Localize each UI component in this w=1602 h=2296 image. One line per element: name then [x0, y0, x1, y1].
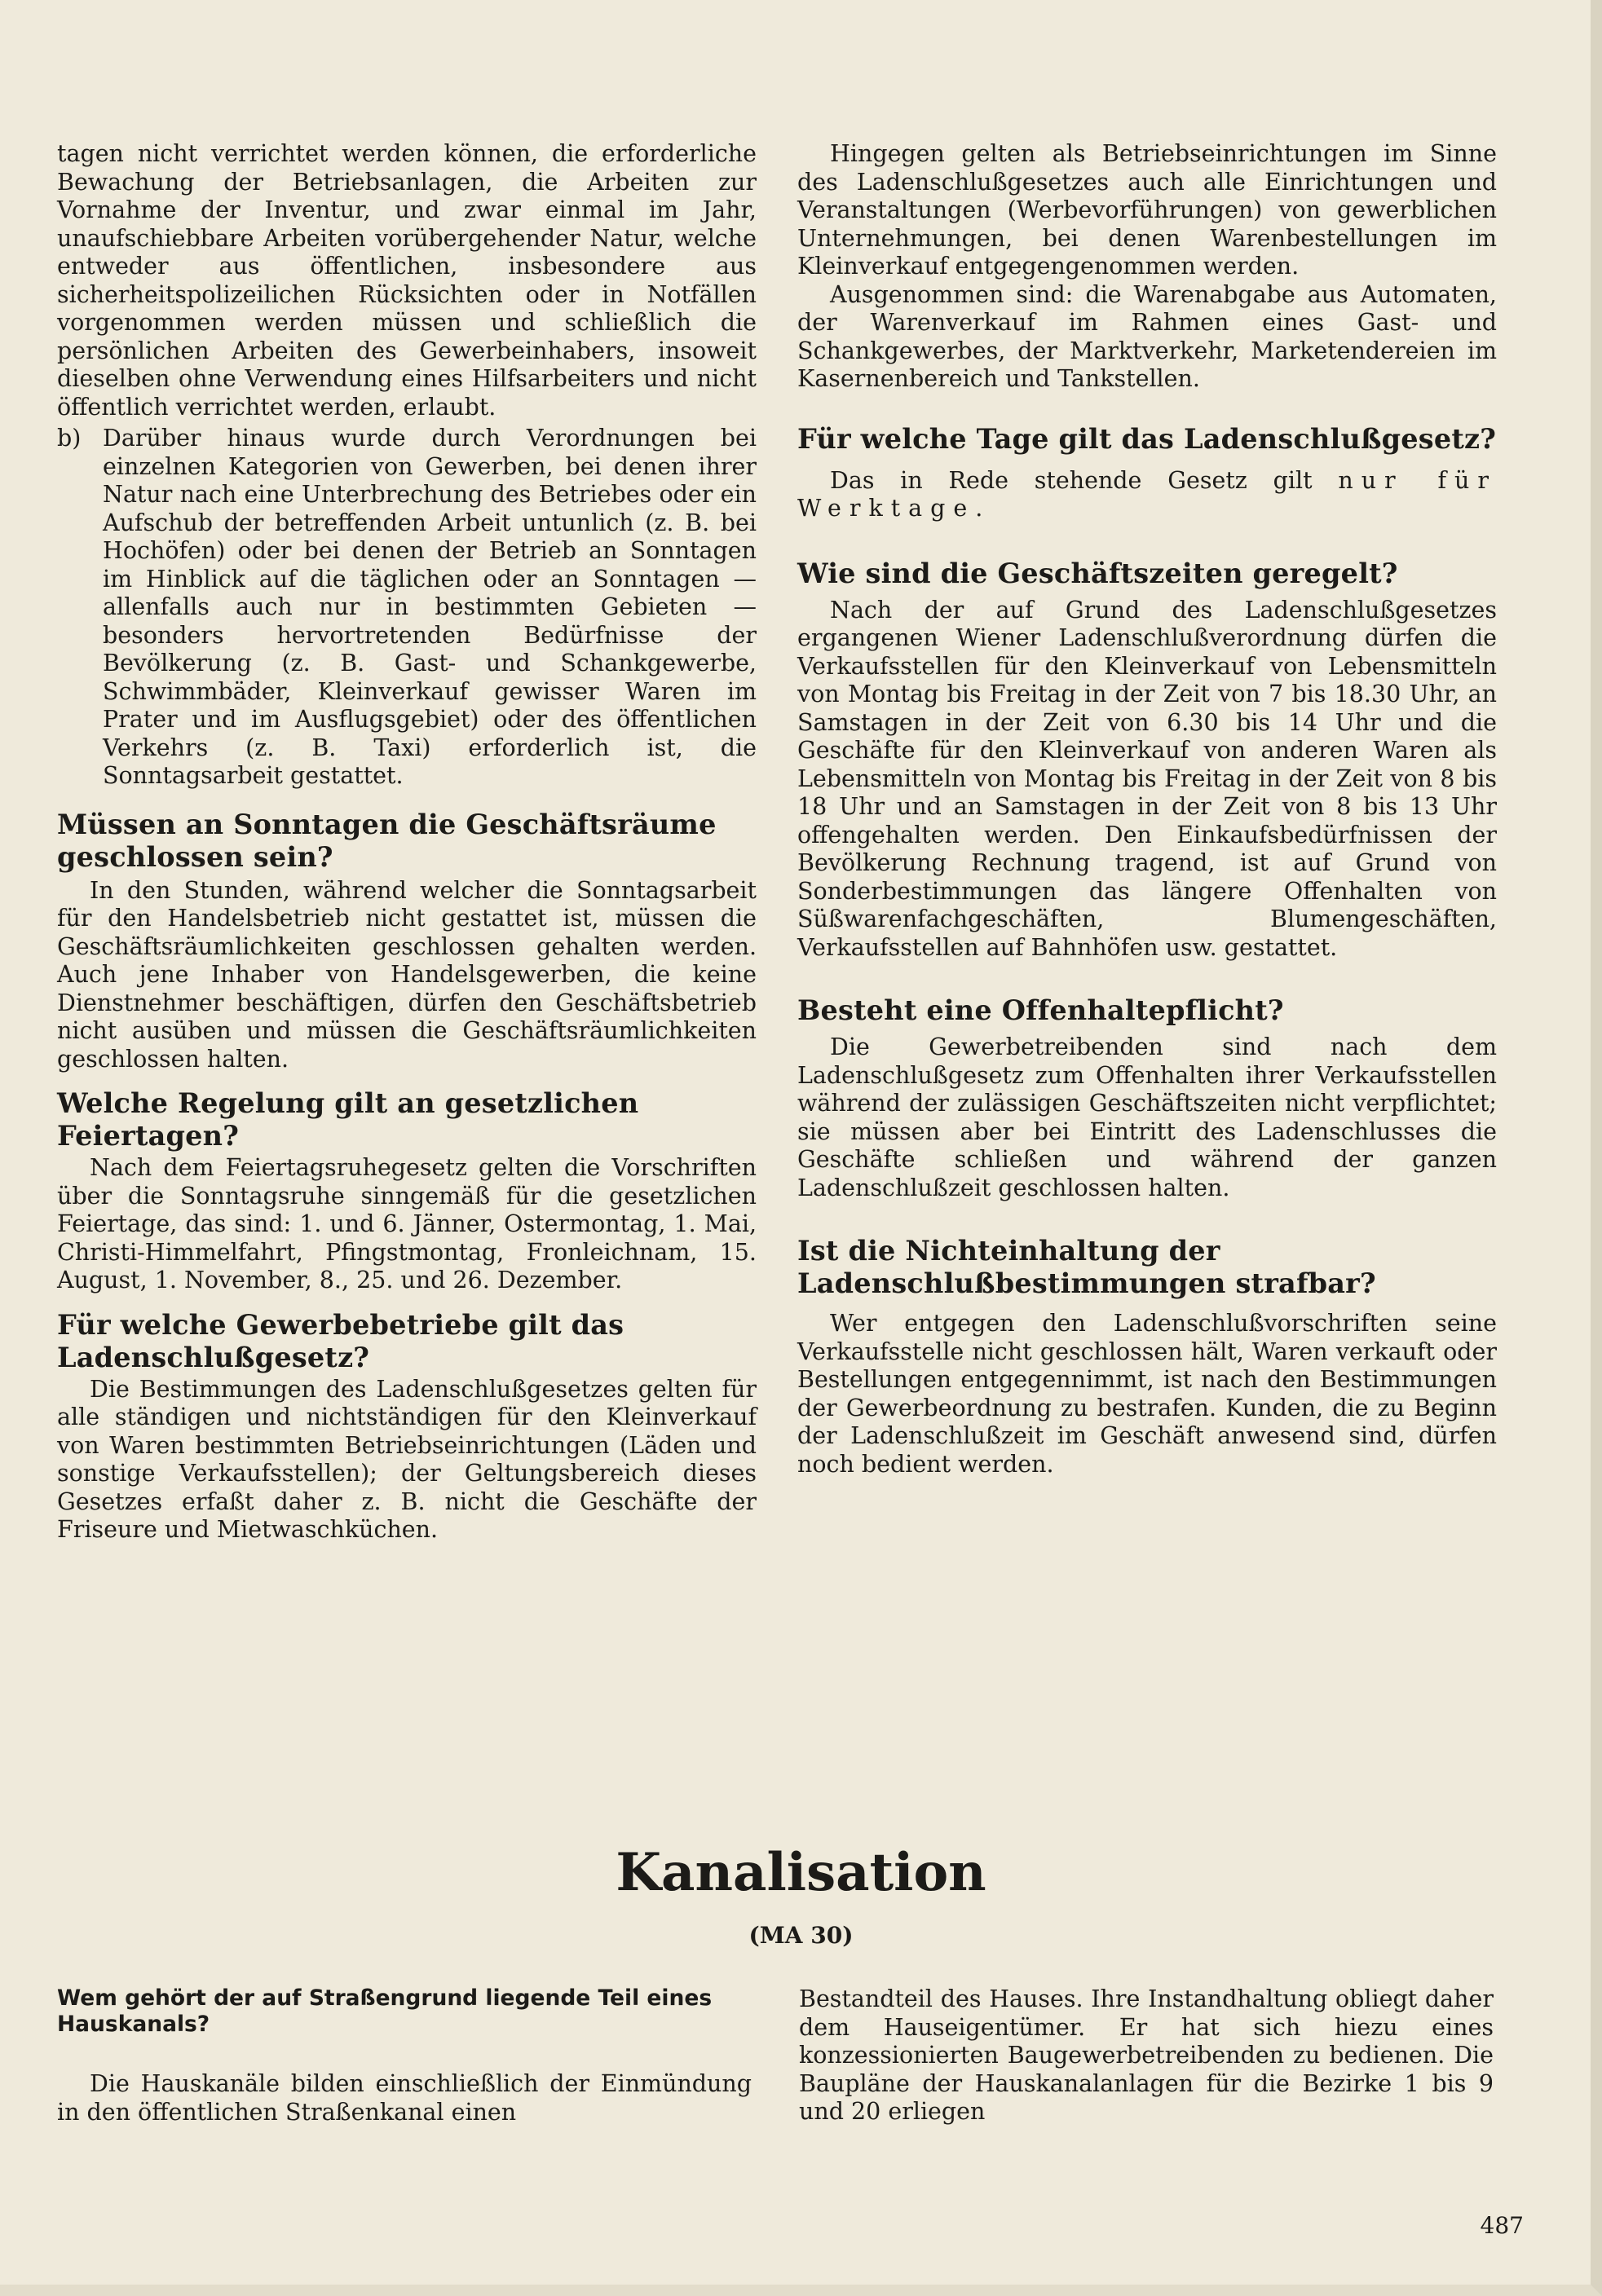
section-body-feiertage: Nach dem Feiertagsruhegesetz gelten die Vorschriften über die Sonntagsruhe sinngemäß für die gesetzlichen Feiertage, das sind: 1. und 6. Jänner, Ostermontag, 1. Mai, Christi-Himmelfahrt, Pfingstmontag, Fronleichnam, 15. August, 1. November, 8., 25. und 26. Dezember.: [57, 1154, 757, 1293]
list-item-label: b): [57, 425, 82, 452]
section-heading-gewerbebetriebe: Für welche Gewerbebetriebe gilt das Ladenschlußgesetz?: [57, 1308, 624, 1373]
kanalisation-subtitle: (MA 30): [748, 1922, 854, 1949]
section-body-geschaeftszeiten: Nach der auf Grund des Ladenschlußgesetzes ergangenen Wiener Ladenschlußverordnung dürfen die Verkaufsstellen für den Kleinverkauf von Lebensmitteln von Montag bis Freitag in der Zeit von 7 bis 18.30 Uhr, an Samstagen in der Zeit von 6.30 bis 14 Uhr und die Geschäfte für den Kleinverkauf von anderen Waren als Lebensmitteln von Montag bis Freitag in der Zeit von 8 bis 18 Uhr und an Samstagen in der Zeit von 8 bis 13 Uhr offengehalten werden. Den Einkaufsbedürfnissen der Bevölkerung Rechnung tragend, ist auf Grund von Sonderbestimmungen das längere Offenhalten von Süßwarenfachgeschäften, Blumengeschäften, Verkaufsstellen auf Bahnhöfen usw. gestattet.: [797, 596, 1497, 961]
section-body-sonntage: In den Stunden, während welcher die Sonntagsarbeit für den Handelsbetrieb nicht gestattet ist, müssen die Geschäftsräumlichkeiten geschlossen gehalten werden. Auch jene Inhaber von Handelsgewerben, die keine Dienstnehmer beschäftigen, dürfen den Geschäftsbetrieb nicht ausüben und müssen die Geschäftsräumlichkeiten geschlossen halten.: [57, 876, 757, 1073]
section-body-gewerbebetriebe: Die Bestimmungen des Ladenschlußgesetzes gelten für alle ständigen und nichtständigen für den Kleinverkauf von Waren bestimmten Betriebseinrichtungen (Läden und sonstige Verkaufsstellen); der Geltungsbereich dieses Gesetzes erfaßt daher z. B. nicht die Geschäfte der Friseure und Mietwaschküchen.: [57, 1375, 757, 1543]
continuation-paragraph: tagen nicht verrichtet werden können, die erforderliche Bewachung der Betriebsanlagen, die Arbeiten zur Vornahme der Inventur, und zwar einmal im Jahr, unaufschiebbare Arbeiten vorübergehender Natur, welche entweder aus öffentlichen, insbesondere aus sicherheitspolizeilichen Rücksichten oder in Notfällen vorgenommen werden müssen und schließlich die persönlichen Arbeiten des Gewerbeinhabers, insoweit dieselben ohne Verwendung eines Hilfsarbeiters und nicht öffentlich verrichtet werden, erlaubt.: [57, 140, 757, 421]
tage-body-prefix: Das in Rede stehende Gesetz gilt: [830, 466, 1313, 494]
section-body-strafbar: Wer entgegen den Ladenschlußvorschriften seine Verkaufsstelle nicht geschlossen hält, Waren verkauft oder Bestellungen entgegennimmt, ist nach den Bestimmungen der Gewerbeordnung zu bestrafen. Kunden, die zu Beginn der Ladenschlußzeit im Geschäft anwesend sind, dürfen noch bedient werden.: [797, 1310, 1497, 1478]
intro-paragraph-1: Hingegen gelten als Betriebseinrichtungen im Sinne des Ladenschlußgesetzes auch alle Einrichtungen und Veranstaltungen (Werbevorführungen) von gewerblichen Unternehmungen, bei denen Warenbestellungen im Kleinverkauf entgegengenommen werden.: [797, 140, 1497, 280]
kanalisation-title: Kanalisation: [616, 1842, 986, 1903]
section-heading-strafbar: Ist die Nichteinhaltung der Ladenschlußbestimmungen strafbar?: [797, 1235, 1376, 1299]
left-column: [57, 140, 757, 1545]
section-heading-offenhaltepflicht: Besteht eine Offenhaltepflicht?: [797, 994, 1284, 1026]
kanalisation-left-column: [57, 1985, 752, 2126]
section-heading-tage: Für welche Tage gilt das Ladenschlußgesetz?: [797, 422, 1497, 455]
kanalisation-right-body: Bestandteil des Hauses. Ihre Instandhaltung obliegt daher dem Hauseigentümer. Er hat sich hiezu eines konzessionierten Baugewerbetreibenden zu bedienen. Die Baupläne der Hauskanalanlagen für die Bezirke 1 bis 9 und 20 erliegen: [799, 1985, 1494, 2125]
section-body-tage: [797, 467, 1497, 523]
list-item-text: Darüber hinaus wurde durch Verordnungen bei einzelnen Kategorien von Gewerben, bei denen ihrer Natur nach eine Unterbrechung des Betriebes oder ein Aufschub der betreffenden Arbeit untunlich (z. B. bei Hochöfen) oder bei denen der Betrieb an Sonntagen im Hinblick auf die täglichen oder an Sonntagen — allenfalls auch nur in bestimmten Gebieten — besonders hervortretenden Bedürfnisse der Bevölkerung (z. B. Gast- und Schankgewerbe, Schwimmbäder, Kleinverkauf gewisser Waren im Prater und im Ausflugsgebiet) oder des öffentlichen Verkehrs (z. B. Taxi) erforderlich ist, die Sonntagsarbeit gestattet.: [103, 425, 757, 789]
section-body-offenhaltepflicht: Die Gewerbetreibenden sind nach dem Ladenschlußgesetz zum Offenhalten ihrer Verkaufsstellen während der zulässigen Geschäftszeiten nicht verpflichtet; sie müssen aber bei Eintritt des Ladenschlusses die Geschäfte schließen und während der ganzen Ladenschlußzeit geschlossen halten.: [797, 1033, 1497, 1201]
section-heading-feiertage: Welche Regelung gilt an gesetzlichen Feiertagen?: [57, 1087, 639, 1152]
page-number: 487: [1480, 2212, 1524, 2239]
list-item-b: [57, 425, 757, 791]
section-heading-sonntage: Müssen an Sonntagen die Geschäftsräume geschlossen sein?: [57, 808, 717, 873]
kanalisation-right-column: [799, 1985, 1494, 2126]
intro-paragraph-2: Ausgenommen sind: die Warenabgabe aus Automaten, der Warenverkauf im Rahmen eines Gast- und Schankgewerbes, der Marktverkehr, Marketendereien im Kasernenbereich und Tankstellen.: [797, 280, 1497, 392]
tage-body-suffix: .: [975, 495, 983, 522]
kanalisation-left-body: Die Hauskanäle bilden einschließlich der Einmündung in den öffentlichen Straßenkanal einen: [57, 2070, 752, 2126]
right-column: [797, 140, 1497, 1479]
tage-body-emphasis: nur für Werktage: [797, 466, 1498, 522]
section-heading-geschaeftszeiten: Wie sind die Geschäftszeiten geregelt?: [797, 557, 1398, 589]
kanalisation-question: Wem gehört der auf Straßengrund liegende Teil eines Hauskanals?: [57, 1985, 713, 2037]
